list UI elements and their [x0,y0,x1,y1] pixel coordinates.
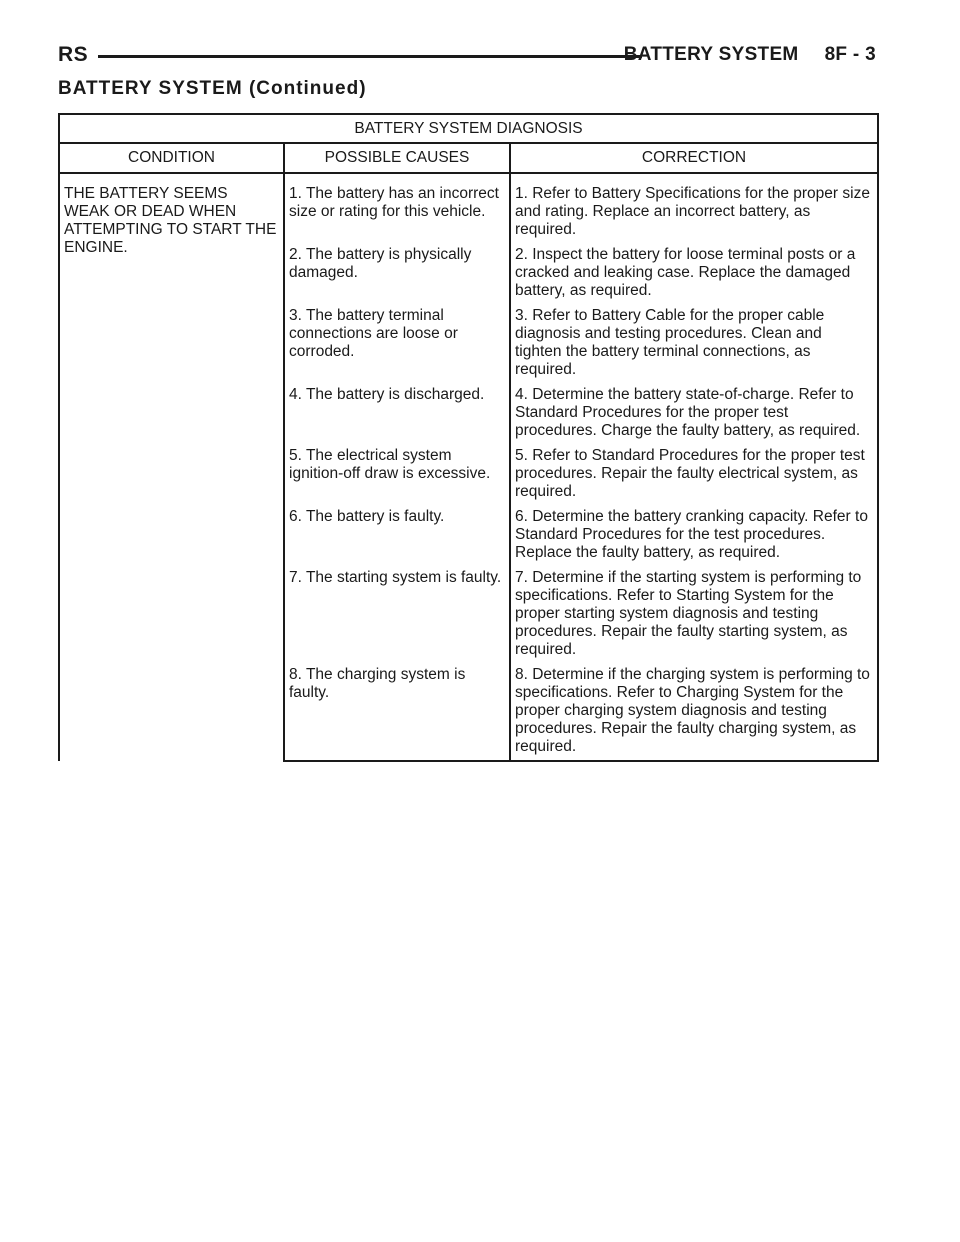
section-title: BATTERY SYSTEM (Continued) [58,78,367,99]
page-header [58,40,876,70]
cause-cell: 2. The battery is physically damaged. [284,239,510,300]
cause-cell: 3. The battery terminal connections are loose or corroded. [284,300,510,379]
correction-cell: 5. Refer to Standard Procedures for the proper test procedures. Repair the faulty electrical system, as required. [510,440,878,501]
header-right [624,43,876,67]
table-row [59,173,878,239]
cause-cell: 8. The charging system is faulty. [284,659,510,761]
correction-cell: 7. Determine if the starting system is performing to specifications. Refer to Starting System for the proper starting system diagnosis and testing procedures. Repair the faulty starting system, as required. [510,562,878,659]
column-header-condition: CONDITION [59,143,284,173]
column-header-possible-causes: POSSIBLE CAUSES [284,143,510,173]
correction-cell: 3. Refer to Battery Cable for the proper cable diagnosis and testing procedures. Clean and tighten the battery terminal connections, as required. [510,300,878,379]
table-title: BATTERY SYSTEM DIAGNOSIS [59,114,878,143]
correction-cell: 2. Inspect the battery for loose terminal posts or a cracked and leaking case. Replace the damaged battery, as required. [510,239,878,300]
diagnosis-table [58,113,879,762]
correction-cell: 1. Refer to Battery Specifications for the proper size and rating. Replace an incorrect battery, as required. [510,173,878,239]
cause-cell: 5. The electrical system ignition-off draw is excessive. [284,440,510,501]
correction-cell: 4. Determine the battery state-of-charge. Refer to Standard Procedures for the proper test procedures. Charge the faulty battery, as required. [510,379,878,440]
column-header-correction: CORRECTION [510,143,878,173]
correction-cell: 6. Determine the battery cranking capacity. Refer to Standard Procedures for the test procedures. Replace the faulty battery, as required. [510,501,878,562]
header-rule [98,55,642,58]
condition-cell: THE BATTERY SEEMS WEAK OR DEAD WHEN ATTEMPTING TO START THE ENGINE. [59,173,284,761]
manual-code: RS [58,43,89,66]
correction-cell: 8. Determine if the charging system is performing to specifications. Refer to Charging System for the proper charging system diagnosis and testing procedures. Repair the faulty charging system, as required. [510,659,878,761]
cause-cell: 7. The starting system is faulty. [284,562,510,659]
chapter-title: BATTERY SYSTEM [623,44,799,65]
page-number: 8F - 3 [824,44,876,65]
table-header-row [59,143,878,173]
cause-cell: 4. The battery is discharged. [284,379,510,440]
cause-cell: 6. The battery is faulty. [284,501,510,562]
cause-cell: 1. The battery has an incorrect size or rating for this vehicle. [284,173,510,239]
